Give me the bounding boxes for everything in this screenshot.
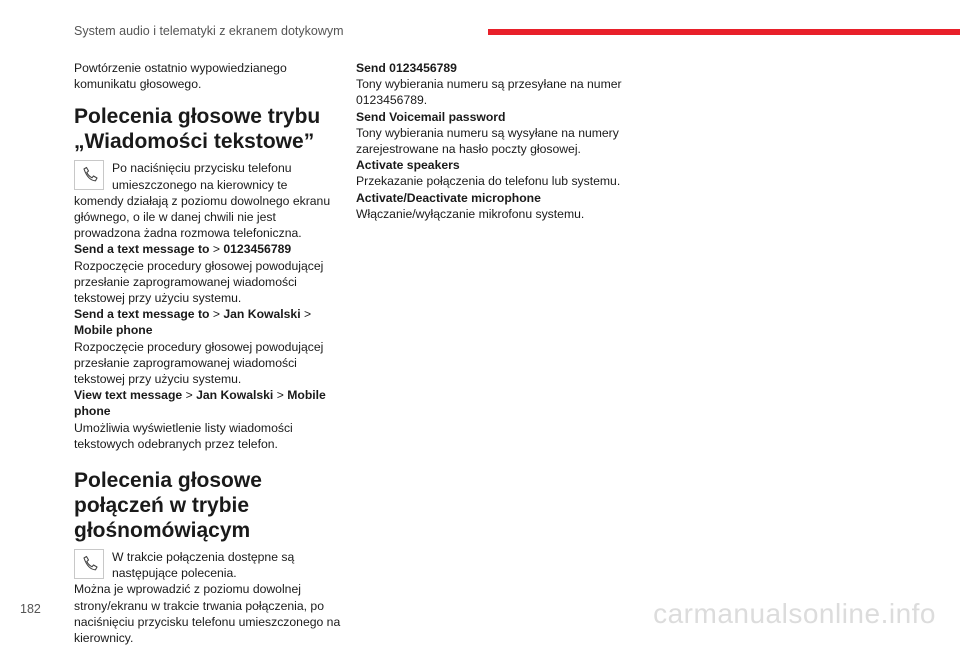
command-keyword: Mobile phone — [74, 323, 153, 338]
command-line — [74, 306, 344, 338]
command-separator: > — [212, 242, 220, 257]
command-separator: > — [212, 307, 220, 322]
command-separator: > — [276, 388, 284, 403]
command-description: Rozpoczęcie procedury głosowej powodującej przesłanie zaprogramowanej wiadomości tekstowej przy użyciu systemu. — [74, 339, 324, 387]
command-keyword: Mobile phone — [74, 388, 326, 419]
section-heading-handsfree: Polecenia głosowe połączeń w trybie głośnomówiącym — [74, 469, 262, 543]
note-rest-text: Można je wprowadzić z poziomu dowolnej strony/ekranu w trakcie trwania połączenia, po naciśnięciu przycisku telefonu umieszczonego na kierownicy. — [74, 582, 341, 646]
command-description: Przekazanie połączenia do telefonu lub systemu. — [356, 174, 621, 189]
command-line — [74, 241, 344, 257]
command-keyword: Send a text message to — [74, 307, 210, 322]
command-description: Umożliwia wyświetlenie listy wiadomości tekstowych odebranych przez telefon. — [74, 420, 293, 451]
header-accent-bar — [488, 29, 960, 35]
note-handsfree — [74, 549, 344, 581]
right-column — [356, 60, 636, 222]
command-keyword: Jan Kowalski — [196, 388, 274, 403]
command-keyword: 0123456789 — [223, 242, 292, 257]
intro-text: Powtórzenie ostatnio wypowiedzianego komunikatu głosowego. — [74, 61, 287, 92]
page-number: 182 — [20, 602, 41, 616]
phone-icon — [74, 549, 104, 579]
command-separator: > — [185, 388, 193, 403]
command-keyword: Jan Kowalski — [223, 307, 301, 322]
command-description: Rozpoczęcie procedury głosowej powodującej przesłanie zaprogramowanej wiadomości tekstowej przy użyciu systemu. — [74, 258, 324, 306]
command-description: Tony wybierania numeru są wysyłane na numery zarejestrowane na hasło poczty głosowej. — [356, 125, 619, 157]
command-separator: > — [304, 307, 312, 322]
command-description: Włączanie/wyłączanie mikrofonu systemu. — [356, 206, 585, 221]
phone-icon — [74, 160, 104, 190]
command-keyword: Activate speakers — [356, 158, 460, 173]
left-column — [74, 60, 344, 646]
command-keyword: Send a text message to — [74, 242, 210, 257]
command-keyword: Send Voicemail password — [356, 109, 506, 124]
command-keyword: View text message — [74, 388, 183, 403]
note-text-messages — [74, 160, 344, 192]
note-first-text: W trakcie połączenia dostępne są następujące polecenia. — [112, 550, 295, 581]
command-description: Tony wybierania numeru są przesyłane na numer 0123456789. — [356, 77, 622, 108]
note-first-text: Po naciśnięciu przycisku telefonu umieszczonego na kierownicy te — [112, 161, 292, 192]
command-keyword: Activate/Deactivate microphone — [356, 190, 541, 205]
command-keyword: Send 0123456789 — [356, 61, 457, 75]
watermark: carmanualsonline.info — [653, 598, 936, 629]
command-line — [74, 387, 344, 419]
page-header-title: System audio i telematyki z ekranem dotykowym — [74, 24, 344, 38]
note-rest-text: komendy działają z poziomu dowolnego ekranu głównego, o ile w danej chwili nie jest prowadzona żadna rozmowa telefoniczna. — [74, 193, 331, 241]
section-heading-text-messages: Polecenia głosowe trybu „Wiadomości tekstowe” — [74, 105, 321, 154]
